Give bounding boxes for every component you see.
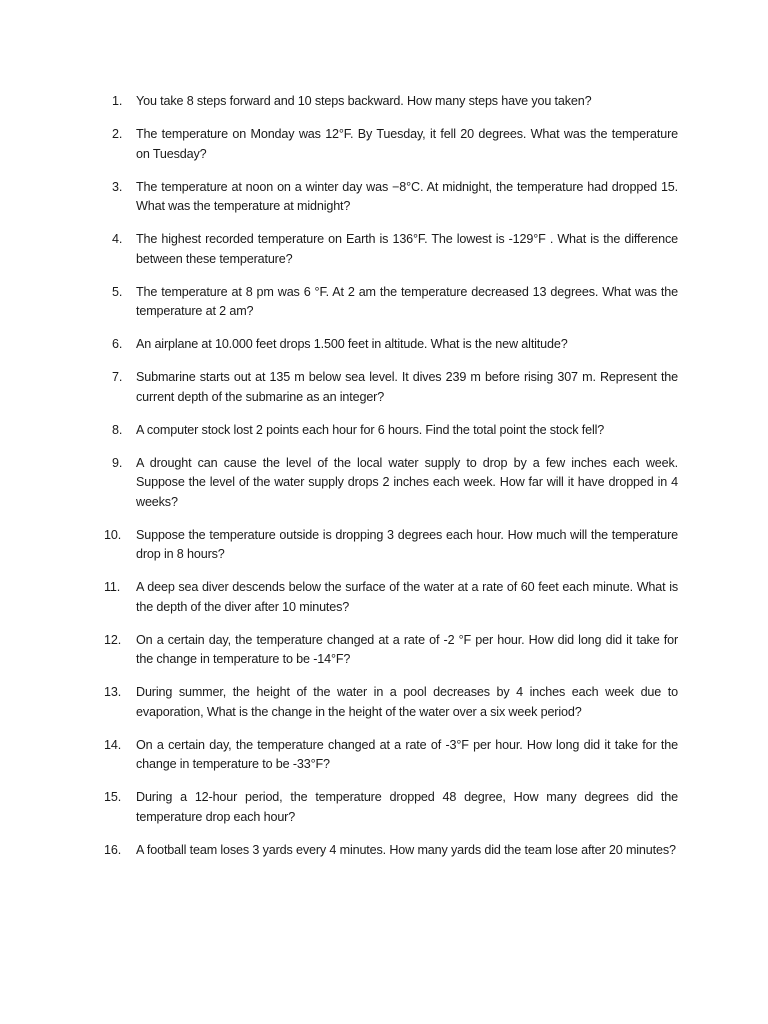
question-text: During summer, the height of the water in a pool decreases by 4 inches each week due to evaporation, What is the change in the height of the water over a six week period? [136,685,678,719]
question-number: 8. [112,422,123,437]
question-item [102,736,678,775]
question-text: The temperature at noon on a winter day was −8°C. At midnight, the temperature had dropped 15. What was the temperature at midnight? [136,179,678,213]
question-item [102,788,678,827]
question-item [102,368,678,407]
question-item [102,178,678,217]
question-number: 16. [104,842,122,857]
question-text: A drought can cause the level of the local water supply to drop by a few inches each week. Suppose the level of the water supply drops 2 inches each week. How far will it have dropped in 4 weeks? [136,455,678,509]
question-item [102,841,678,861]
question-number: 3. [112,179,123,194]
question-number: 5. [112,284,123,299]
question-item [102,454,678,513]
question-item [102,335,678,355]
question-text: The highest recorded temperature on Earth is 136°F. The lowest is -129°F . What is the difference between these temperature? [136,232,678,266]
question-number: 13. [104,685,122,699]
question-number: 4. [112,232,123,246]
question-text: Submarine starts out at 135 m below sea level. It dives 239 m before rising 307 m. Represent the current depth of the submarine as an integer? [136,370,678,404]
question-text: An airplane at 10.000 feet drops 1.500 feet in altitude. What is the new altitude? [136,337,568,351]
question-text: A football team loses 3 yards every 4 minutes. How many yards did the team lose after 20 minutes? [136,842,676,857]
question-item [102,125,678,164]
question-list [102,92,678,874]
question-item [102,683,678,722]
question-item [102,631,678,670]
question-text: A computer stock lost 2 points each hour for 6 hours. Find the total point the stock fell? [136,422,605,437]
question-number: 15. [104,790,122,804]
question-text: A deep sea diver descends below the surface of the water at a rate of 60 feet each minute. What is the depth of the diver after 10 minutes? [136,580,678,614]
question-number: 9. [112,455,123,470]
question-text: The temperature on Monday was 12°F. By Tuesday, it fell 20 degrees. What was the temperature on Tuesday? [136,127,678,161]
question-text: During a 12-hour period, the temperature dropped 48 degree, How many degrees did the temperature drop each hour? [136,790,678,824]
question-number: 14. [104,737,122,752]
question-item [102,421,678,441]
question-item [102,230,678,269]
question-number: 2. [112,127,123,141]
question-text: Suppose the temperature outside is dropping 3 degrees each hour. How much will the temperature drop in 8 hours? [136,527,678,561]
question-number: 6. [112,337,123,351]
question-number: 12. [104,632,122,647]
question-text: On a certain day, the temperature changed at a rate of -3°F per hour. How long did it take for the change in temperature to be -33°F? [136,737,678,771]
question-number: 7. [112,370,123,384]
question-number: 1. [112,94,123,108]
question-text: You take 8 steps forward and 10 steps backward. How many steps have you taken? [136,94,592,108]
question-item [102,92,678,112]
question-item [102,578,678,617]
question-item [102,283,678,322]
question-number: 11. [104,580,121,594]
question-number: 10. [104,527,122,542]
question-item [102,526,678,565]
question-text: On a certain day, the temperature changed at a rate of -2 °F per hour. How did long did it take for the change in temperature to be -14°F? [136,632,678,666]
question-text: The temperature at 8 pm was 6 °F. At 2 am the temperature decreased 13 degrees. What was the temperature at 2 am? [136,284,678,318]
